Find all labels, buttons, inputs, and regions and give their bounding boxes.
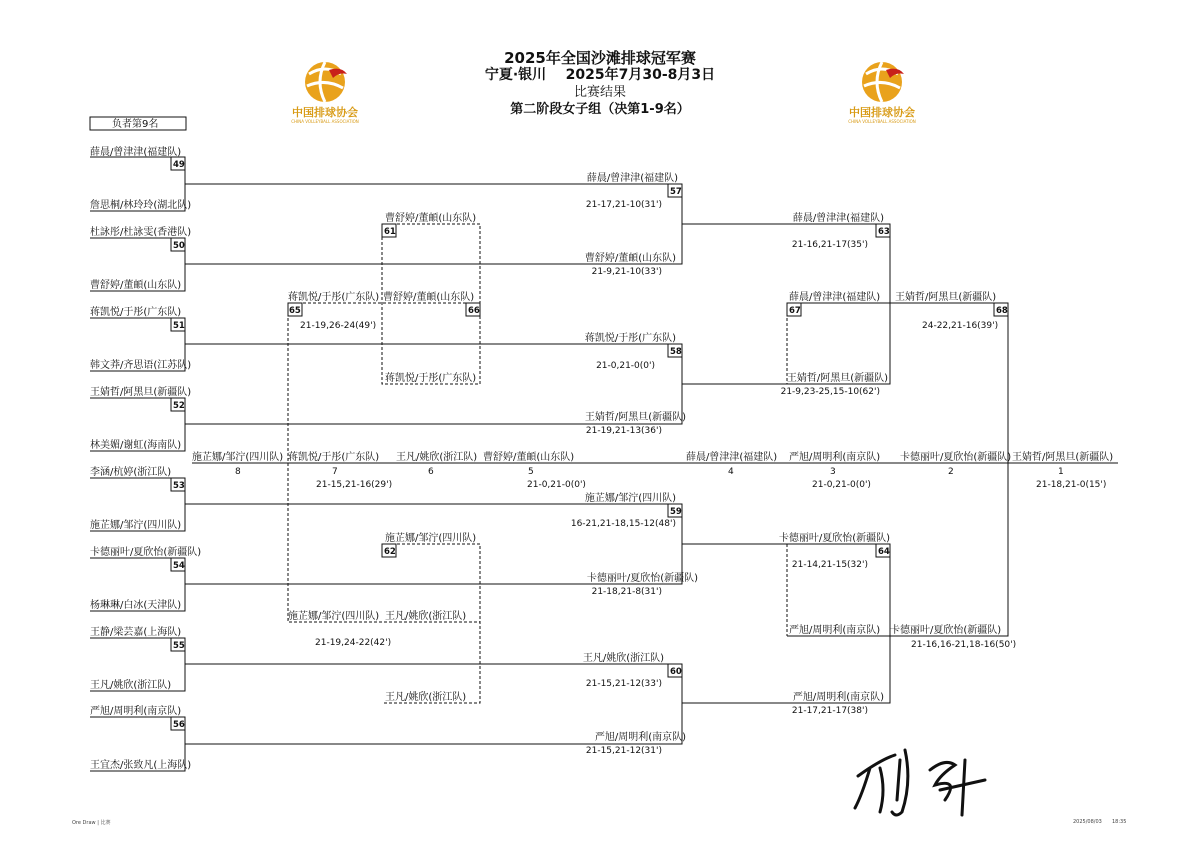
- entrant-label: 詹思桐/林玲玲(湖北队): [90, 200, 192, 211]
- score-label: 21-18,21-8(31'): [591, 587, 662, 597]
- stage-title: 第二阶段女子组（决第1-9名）: [510, 102, 690, 117]
- score-label: 21-14,21-15(32'): [791, 560, 868, 570]
- venue-dates: 宁夏·银川 2025年7月30-8月3日: [484, 67, 716, 83]
- winner-label: 王凡/姚欣(浙江队): [582, 653, 664, 664]
- match-number: 57: [670, 187, 682, 197]
- team-label: 曹舒婷/董頔(山东队): [383, 292, 475, 303]
- placement-rank: 6: [428, 467, 434, 477]
- logo-text-cn: 中国排球协会: [849, 106, 915, 119]
- team-label: 严旭/周明利(南京队): [789, 625, 881, 636]
- match-number: 65: [289, 306, 301, 316]
- team-label: 施芷娜/邹泞(四川队): [385, 533, 477, 544]
- winner-label: 施芷娜/邹泞(四川队): [584, 493, 676, 504]
- bracket-lines: [90, 117, 1118, 771]
- match-number: 63: [878, 227, 890, 237]
- entrant-label: 杨琳琳/白冰(天津队): [90, 600, 182, 611]
- entrant-label: 王静/梁芸嘉(上海队): [90, 627, 182, 638]
- placement-3: [789, 450, 880, 490]
- placement-rank: 7: [332, 467, 338, 477]
- match-number: 67: [789, 306, 801, 316]
- score-label: 21-19,26-24(49'): [300, 321, 377, 331]
- winner-label: 王婧哲/阿黑旦(新疆队): [895, 292, 997, 303]
- match-number: 68: [996, 306, 1008, 316]
- team-label: 王凡/姚欣(浙江队): [385, 611, 467, 622]
- match-number-boxes: [171, 157, 1008, 730]
- winner-label: 薛晨/曾津津(福建队): [792, 213, 884, 224]
- placements: [192, 450, 1113, 490]
- match-number: 59: [670, 507, 682, 517]
- placement-team: 薛晨/曾津津(福建队): [686, 452, 778, 463]
- loser-box-label: 负者第9名: [112, 119, 159, 130]
- placement-rank: 8: [235, 467, 241, 477]
- score-label: 21-15,21-12(33'): [585, 679, 662, 689]
- winner-label: 卡德丽叶/夏欣怡(新疆队): [586, 573, 698, 584]
- entrant-label: 卡德丽叶/夏欣怡(新疆队): [90, 547, 202, 558]
- match-number: 52: [173, 401, 185, 411]
- logo-text-en: CHINA VOLLEYBALL ASSOCIATION: [848, 119, 916, 124]
- entrant-label: 林美媚/谢虹(海南队): [90, 440, 182, 451]
- match-number: 66: [468, 306, 480, 316]
- score-label: 21-19,24-22(42'): [315, 638, 392, 648]
- match-number: 54: [173, 561, 185, 571]
- score-label: 21-16,16-21,18-16(50'): [911, 640, 1017, 650]
- placement-rank: 5: [528, 467, 534, 477]
- results-subtitle: 比赛结果: [573, 85, 626, 100]
- placement-team: 施芷娜/邹泞(四川队): [192, 452, 284, 463]
- score-label: 21-9,21-10(33'): [591, 267, 662, 277]
- match-number: 56: [173, 720, 185, 730]
- score-label: 21-16,21-17(35'): [791, 240, 868, 250]
- footer-time: 18:35: [1112, 819, 1127, 825]
- team-label: 卡德丽叶/夏欣怡(新疆队): [890, 625, 1002, 636]
- winner-label: 王婧哲/阿黑旦(新疆队): [584, 412, 686, 423]
- logo-text-en: CHINA VOLLEYBALL ASSOCIATION: [291, 119, 359, 124]
- match-number: 53: [173, 481, 185, 491]
- team-label: 蒋凯悦/于彤(广东队): [288, 292, 380, 303]
- entrant-label: 王凡/姚欣(浙江队): [90, 680, 172, 691]
- winner-label: 薛晨/曾津津(福建队): [586, 173, 678, 184]
- team-label: 施芷娜/邹泞(四川队): [288, 611, 380, 622]
- logo-text-cn: 中国排球协会: [292, 106, 358, 119]
- team-label: 薛晨/曾津津(福建队): [789, 292, 881, 303]
- entrant-label: 蒋凯悦/于彤(广东队): [90, 307, 182, 318]
- placement-team: 蒋凯悦/于彤(广东队): [288, 452, 380, 463]
- placement-rank: 2: [948, 467, 954, 477]
- placement-team: 卡德丽叶/夏欣怡(新疆队): [900, 452, 1012, 463]
- match-number: 60: [670, 667, 682, 677]
- team-label: 蒋凯悦/于彤(广东队): [385, 373, 477, 384]
- placement-team: 王婧哲/阿黑旦(新疆队): [1012, 452, 1114, 463]
- placement-5: [483, 450, 586, 490]
- entrant-label: 曹舒婷/董頔(山东队): [90, 280, 182, 291]
- winner-label: 曹舒婷/董頔(山东队): [584, 253, 676, 264]
- score-label: 21-17,21-10(31'): [585, 200, 662, 210]
- score-label: 16-21,21-18,15-12(48'): [570, 519, 676, 529]
- placement-1: [1012, 450, 1113, 490]
- winner-label: 蒋凯悦/于彤(广东队): [584, 333, 676, 344]
- score-label: 21-9,23-25,15-10(62'): [780, 387, 880, 397]
- entrant-label: 杜詠彤/杜詠雯(香港队): [90, 227, 192, 238]
- placement-team: 王凡/姚欣(浙江队): [396, 452, 478, 463]
- footer-left: Ore Draw | 比赛: [72, 820, 111, 826]
- entrant-label: 严旭/周明利(南京队): [90, 706, 182, 717]
- placement-score: 21-15,21-16(29'): [316, 480, 393, 490]
- score-label: 21-0,21-0(0'): [596, 361, 655, 371]
- match-number: 50: [173, 241, 185, 251]
- entrant-label: 施芷娜/邹泞(四川队): [90, 520, 182, 531]
- match-number: 61: [384, 227, 396, 237]
- placement-team: 严旭/周明利(南京队): [789, 452, 881, 463]
- match-number: 64: [878, 547, 890, 557]
- match-number: 58: [670, 347, 682, 357]
- placement-7: [288, 450, 392, 490]
- entrant-label: 李涵/杭婷(浙江队): [90, 467, 172, 478]
- score-label: 24-22,21-16(39'): [922, 321, 999, 331]
- match-number: 49: [173, 160, 185, 170]
- placement-rank: 4: [728, 467, 734, 477]
- team-label: 严旭/周明利(南京队): [792, 692, 884, 703]
- round3: [786, 290, 1017, 650]
- placement-score: 21-0,21-0(0'): [812, 480, 871, 490]
- signature: [855, 750, 985, 815]
- team-label: 王凡/姚欣(浙江队): [385, 692, 467, 703]
- placement-rank: 3: [830, 467, 836, 477]
- placement-score: 21-18,21-0(15'): [1036, 480, 1107, 490]
- team-label: 曹舒婷/董頔(山东队): [385, 213, 477, 224]
- entrant-label: 王婧哲/阿黑旦(新疆队): [90, 387, 192, 398]
- match-number: 51: [173, 321, 185, 331]
- footer-date: 2025/08/03: [1073, 819, 1102, 825]
- match-number: 62: [384, 547, 396, 557]
- event-title: 2025年全国沙滩排球冠军赛: [504, 49, 696, 67]
- placement-score: 21-0,21-0(0'): [527, 480, 586, 490]
- match-number: 55: [173, 641, 185, 651]
- winner-label: 严旭/周明利(南京队): [594, 732, 686, 743]
- placement-rank: 1: [1058, 467, 1064, 477]
- team-label: 王婧哲/阿黑旦(新疆队): [786, 373, 888, 384]
- winner-label: 卡德丽叶/夏欣怡(新疆队): [778, 533, 890, 544]
- score-label: 21-15,21-12(31'): [585, 746, 662, 756]
- entrant-label: 韩文莽/齐思语(江苏队): [90, 360, 192, 371]
- final: [895, 290, 1008, 331]
- entrant-label: 王宜杰/张致凡(上海队): [90, 760, 192, 771]
- placement-team: 曹舒婷/董頔(山东队): [483, 452, 575, 463]
- score-label: 21-19,21-13(36'): [585, 426, 662, 436]
- score-label: 21-17,21-17(38'): [791, 706, 868, 716]
- entrant-label: 薛晨/曾津津(福建队): [90, 147, 182, 158]
